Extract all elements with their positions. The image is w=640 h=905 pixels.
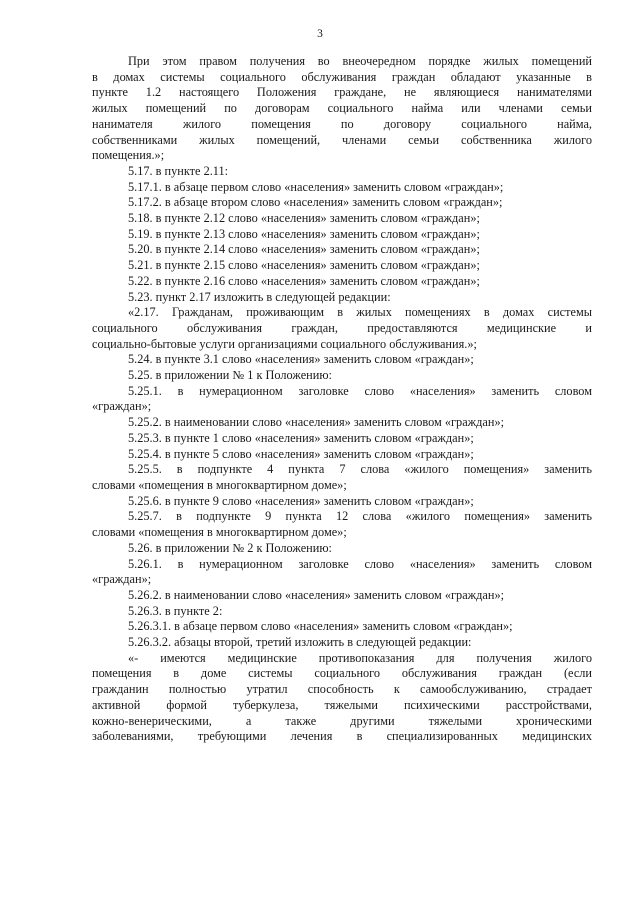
document-body bbox=[92, 54, 592, 745]
text-line: словами «помещения в многоквартирном доме»; bbox=[92, 525, 347, 540]
text-line: 5.26.1. в нумерационном заголовке слово «населения» заменить словом bbox=[128, 556, 592, 571]
text-line: жилых помещений по договорам социального найма или членами семьи bbox=[92, 101, 592, 116]
text-line: 5.26.3. в пункте 2: bbox=[128, 603, 223, 618]
text-line: 5.17. в пункте 2.11: bbox=[128, 163, 229, 178]
text-line: собственниками жилых помещений, членами семьи собственника жилого bbox=[92, 132, 592, 147]
text-line: 5.25.2. в наименовании слово «населения» заменить словом «граждан»; bbox=[128, 415, 505, 430]
text-line: помещения.»; bbox=[92, 148, 165, 163]
text-line: гражданин полностью утратил способность к самообслуживанию, страдает bbox=[92, 682, 592, 697]
text-line: «- имеются медицинские противопоказания для получения жилого bbox=[128, 650, 592, 665]
text-line: 5.23. пункт 2.17 изложить в следующей редакции: bbox=[128, 289, 391, 304]
text-line: помещения в доме системы социального обслуживания граждан (если bbox=[92, 666, 592, 681]
text-line: 5.21. в пункте 2.15 слово «населения» заменить словом «граждан»; bbox=[128, 258, 480, 273]
text-line: «2.17. Гражданам, проживающим в жилых помещениях в домах системы bbox=[128, 305, 592, 320]
text-line: 5.17.2. в абзаце втором слово «населения» заменить словом «граждан»; bbox=[128, 195, 503, 210]
text-line: 5.25.5. в подпункте 4 пункта 7 слова «жилого помещения» заменить bbox=[128, 462, 592, 477]
text-line: 5.26.2. в наименовании слово «населения» заменить словом «граждан»; bbox=[128, 587, 505, 602]
text-line: 5.26.3.2. абзацы второй, третий изложить в следующей редакции: bbox=[128, 635, 472, 650]
text-line: нанимателя жилого помещения по договору социального найма, bbox=[92, 116, 592, 131]
text-line: 5.19. в пункте 2.13 слово «населения» заменить словом «граждан»; bbox=[128, 226, 480, 241]
text-line: словами «помещения в многоквартирном доме»; bbox=[92, 477, 347, 492]
text-line: 5.17.1. в абзаце первом слово «населения» заменить словом «граждан»; bbox=[128, 179, 504, 194]
text-line: 5.25.6. в пункте 9 слово «населения» заменить словом «граждан»; bbox=[128, 493, 474, 508]
text-line: социально-бытовые услуги организациями социального обслуживания.»; bbox=[92, 336, 477, 351]
text-line: 5.25. в приложении № 1 к Положению: bbox=[128, 368, 332, 383]
text-line: заболеваниями, требующими лечения в специализированных медицинских bbox=[92, 729, 592, 744]
text-line: «граждан»; bbox=[92, 399, 152, 414]
text-line: социального обслуживания граждан, предоставляются медицинские и bbox=[92, 320, 592, 335]
text-line: 5.25.1. в нумерационном заголовке слово «населения» заменить словом bbox=[128, 383, 592, 398]
text-line: 5.20. в пункте 2.14 слово «населения» заменить словом «граждан»; bbox=[128, 242, 480, 257]
text-line: пункте 1.2 настоящего Положения граждане, не являющиеся нанимателями bbox=[92, 85, 592, 100]
text-line: активной формой туберкулеза, тяжелыми психическими расстройствами, bbox=[92, 697, 592, 712]
text-line: в домах системы социального обслуживания граждан обладают указанные в bbox=[92, 69, 592, 84]
text-line: 5.22. в пункте 2.16 слово «населения» заменить словом «граждан»; bbox=[128, 273, 480, 288]
text-line: 5.24. в пункте 3.1 слово «населения» заменить словом «граждан»; bbox=[128, 352, 474, 367]
text-line: 5.26.3.1. в абзаце первом слово «населения» заменить словом «граждан»; bbox=[128, 619, 513, 634]
text-line: При этом правом получения во внеочередном порядке жилых помещений bbox=[128, 54, 592, 68]
text-line: «граждан»; bbox=[92, 572, 152, 587]
text-line: 5.26. в приложении № 2 к Положению: bbox=[128, 540, 332, 555]
text-line: 5.25.4. в пункте 5 слово «населения» заменить словом «граждан»; bbox=[128, 446, 474, 461]
text-line: 5.25.3. в пункте 1 слово «населения» заменить словом «граждан»; bbox=[128, 430, 474, 445]
page-number: 3 bbox=[317, 28, 323, 40]
text-line: кожно-венерическими, а также другими тяжелыми хроническими bbox=[92, 713, 592, 728]
text-line: 5.18. в пункте 2.12 слово «населения» заменить словом «граждан»; bbox=[128, 211, 480, 226]
text-line: 5.25.7. в подпункте 9 пункта 12 слова «жилого помещения» заменить bbox=[128, 509, 592, 524]
